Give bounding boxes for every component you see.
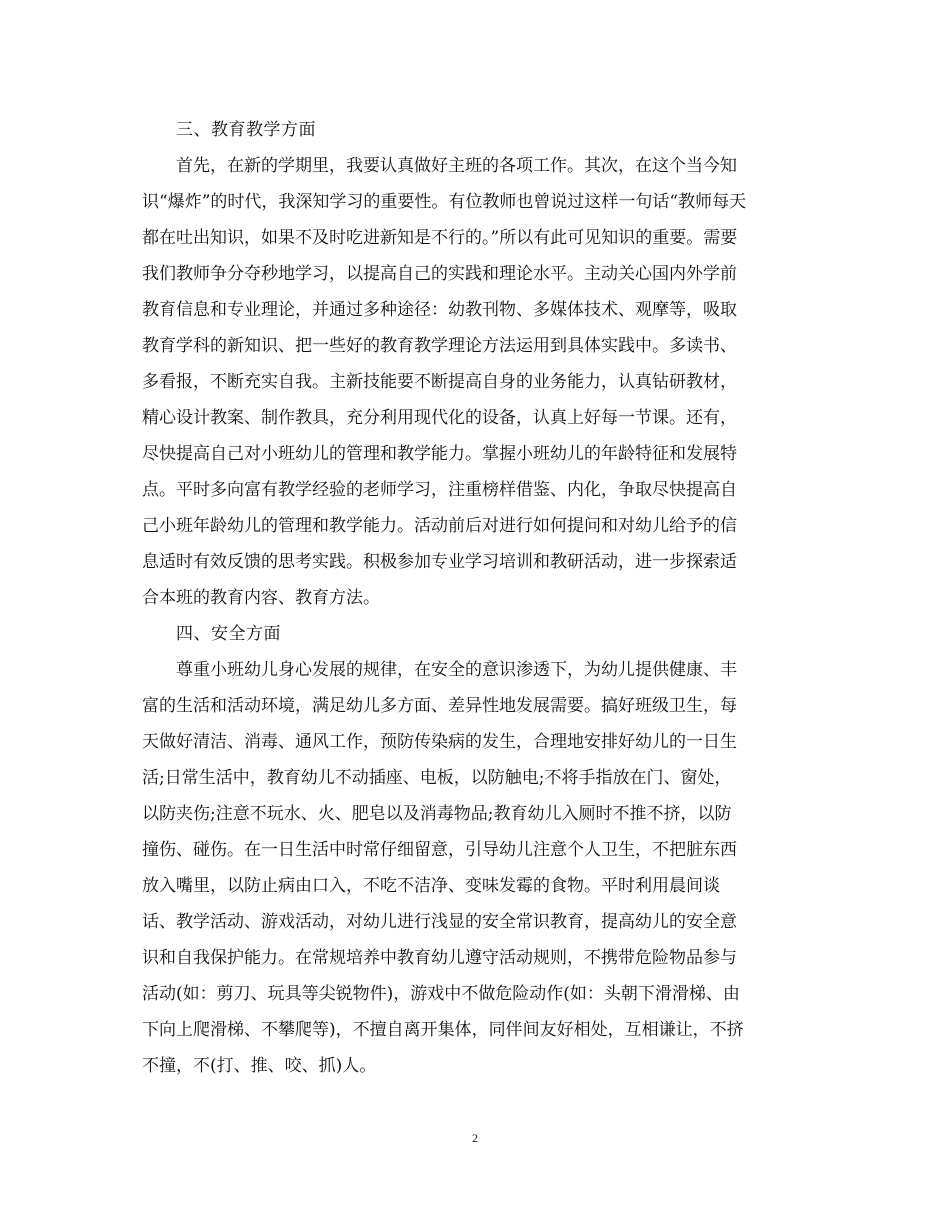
paragraph-line: 活;日常生活中，教育幼儿不动插座、电板，以防触电;不将手指放在门、窗处， (142, 768, 732, 788)
paragraph-line: 多看报，不断充实自我。主新技能要不断提高自身的业务能力，认真钻研教材， (142, 372, 737, 392)
paragraph-line: 合本班的教育内容、教育方法。 (142, 588, 380, 608)
section-paragraph-safety (142, 652, 814, 1084)
paragraph-line: 下向上爬滑梯、不攀爬等)，不擅自离开集体，同伴间友好相处，互相谦让，不挤 (142, 1020, 744, 1040)
paragraph-line: 话、教学活动、游戏活动，对幼儿进行浅显的安全常识教育，提高幼儿的安全意 (142, 912, 737, 932)
paragraph-line: 富的生活和活动环境，满足幼儿多方面、差异性地发展需要。搞好班级卫生，每 (142, 696, 737, 716)
paragraph-line: 不撞，不(打、推、咬、抓)人。 (142, 1056, 377, 1076)
paragraph-line: 撞伤、碰伤。在一日生活中时常仔细留意，引导幼儿注意个人卫生，不把脏东西 (142, 840, 737, 860)
paragraph-line: 尊重小班幼儿身心发展的规律，在安全的意识渗透下，为幼儿提供健康、丰 (176, 660, 737, 680)
paragraph-line: 息适时有效反馈的思考实践。积极参加专业学习培训和教研活动，进一步探索适 (142, 552, 737, 572)
paragraph-line: 教育信息和专业理论，并通过多种途径：幼教刊物、多媒体技术、观摩等，吸取 (142, 300, 737, 320)
section-heading-safety: 四、安全方面 (176, 624, 281, 644)
paragraph-line: 以防夹伤;注意不玩水、火、肥皂以及消毒物品;教育幼儿入厕时不推不挤，以防 (142, 804, 732, 824)
document-body (142, 112, 814, 1084)
paragraph-line: 天做好清洁、消毒、通风工作，预防传染病的发生，合理地安排好幼儿的一日生 (142, 732, 737, 752)
paragraph-line: 己小班年龄幼儿的管理和教学能力。活动前后对进行如何提问和对幼儿给予的信 (142, 516, 737, 536)
paragraph-line: 活动(如：剪刀、玩具等尖锐物件)，游戏中不做危险动作(如：头朝下滑滑梯、由 (142, 984, 740, 1004)
paragraph-line: 教育学科的新知识、把一些好的教育教学理论方法运用到具体实践中。多读书、 (142, 336, 737, 356)
paragraph-line: 首先，在新的学期里，我要认真做好主班的各项工作。其次，在这个当今知 (176, 156, 737, 176)
paragraph-line: 尽快提高自己对小班幼儿的管理和教学能力。掌握小班幼儿的年龄特征和发展特 (142, 444, 737, 464)
paragraph-line: 识“爆炸”的时代，我深知学习的重要性。有位教师也曾说过这样一句话“教师每天 (142, 192, 747, 212)
page-number: 2 (472, 1131, 478, 1145)
paragraph-line: 精心设计教案、制作教具，充分利用现代化的设备，认真上好每一节课。还有， (142, 408, 737, 428)
section-heading-teaching: 三、教育教学方面 (176, 120, 316, 140)
paragraph-line: 我们教师争分夺秒地学习，以提高自己的实践和理论水平。主动关心国内外学前 (142, 264, 737, 284)
paragraph-line: 点。平时多向富有教学经验的老师学习，注重榜样借鉴、内化，争取尽快提高自 (142, 480, 737, 500)
section-paragraph-teaching (142, 148, 814, 616)
paragraph-line: 放入嘴里，以防止病由口入，不吃不洁净、变味发霉的食物。平时利用晨间谈 (142, 876, 720, 896)
paragraph-line: 识和自我保护能力。在常规培养中教育幼儿遵守活动规则，不携带危险物品参与 (142, 948, 737, 968)
paragraph-line: 都在吐出知识，如果不及时吃进新知是不行的。”所以有此可见知识的重要。需要 (142, 228, 738, 248)
